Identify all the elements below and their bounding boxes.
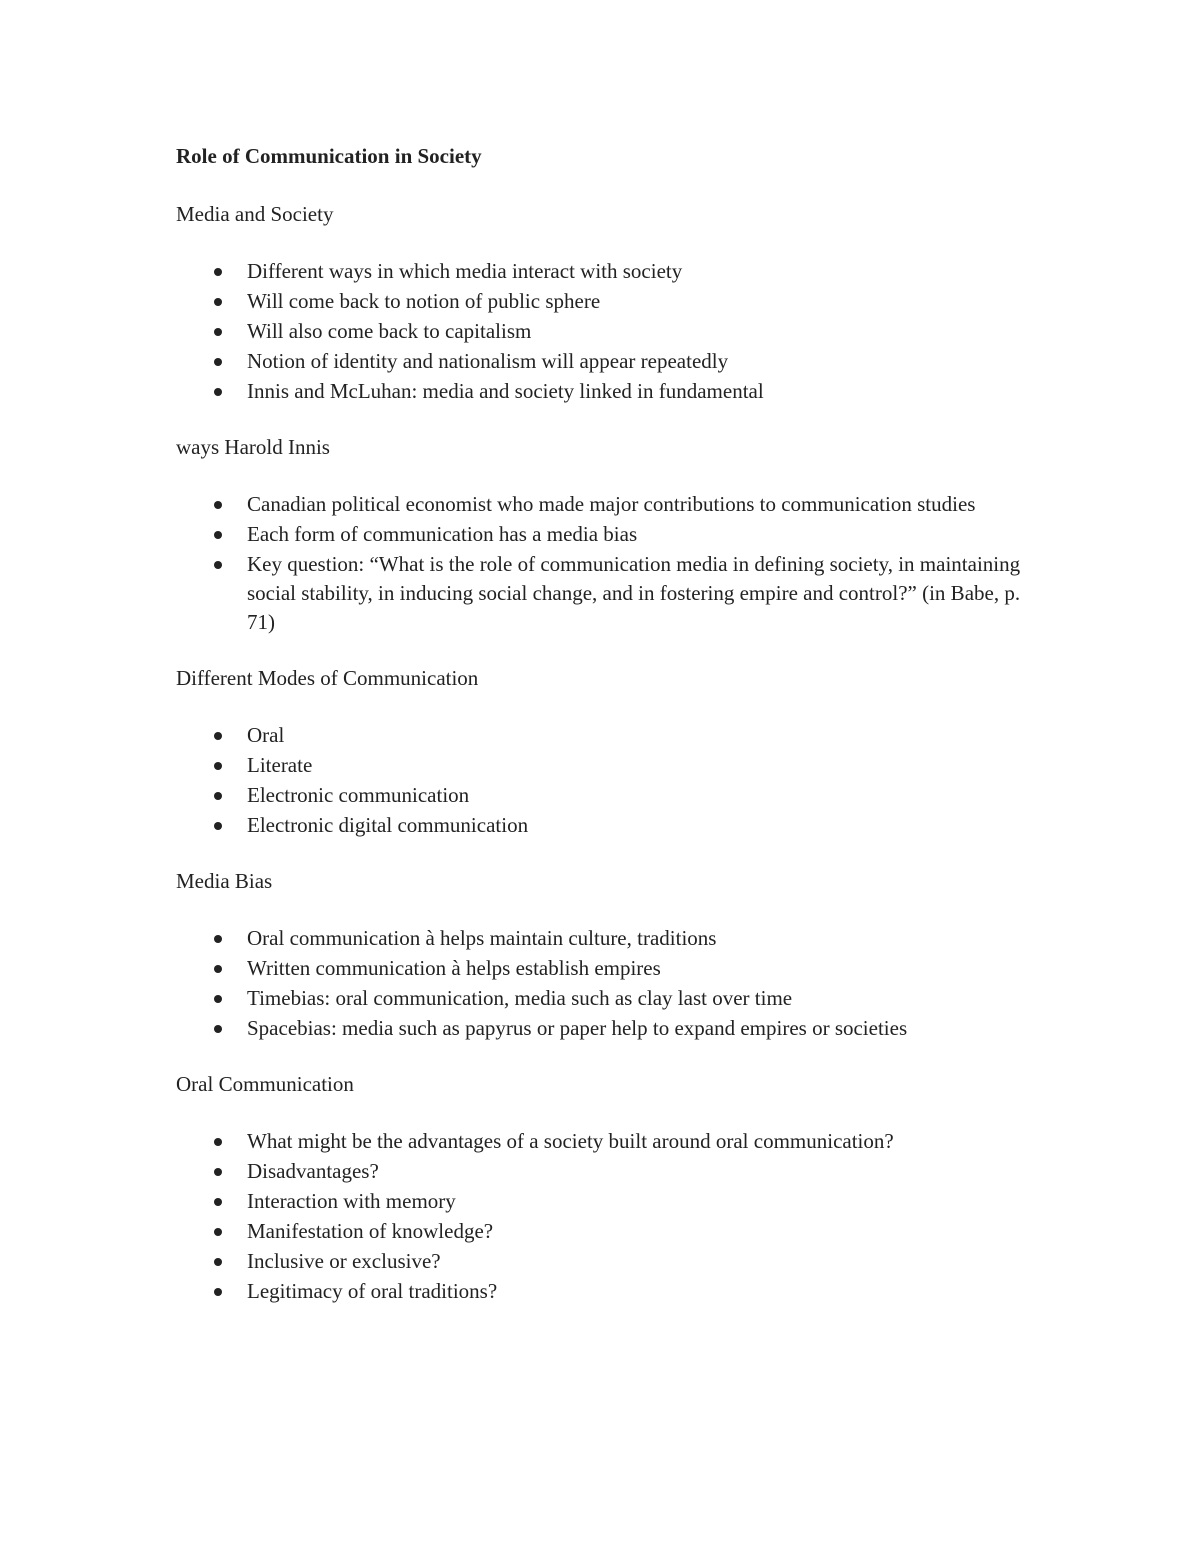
bullet-icon bbox=[214, 822, 222, 830]
bullet-icon bbox=[214, 501, 222, 509]
list-item: Electronic digital communication bbox=[176, 811, 1036, 840]
list-item: Notion of identity and nationalism will appear repeatedly bbox=[176, 347, 1036, 376]
list-item: Innis and McLuhan: media and society linked in fundamental bbox=[176, 377, 1036, 406]
section-heading-harold-innis: ways Harold Innis bbox=[176, 435, 330, 459]
list-item: What might be the advantages of a society built around oral communication? bbox=[176, 1127, 1036, 1156]
bullet-icon bbox=[214, 995, 222, 1003]
bullet-icon bbox=[214, 792, 222, 800]
bullet-icon bbox=[214, 965, 222, 973]
bullet-icon bbox=[214, 268, 222, 276]
bullet-list-modes-of-communication bbox=[176, 721, 1036, 840]
bullet-icon bbox=[214, 762, 222, 770]
list-item: Timebias: oral communication, media such as clay last over time bbox=[176, 984, 1036, 1013]
bullet-icon bbox=[214, 561, 222, 569]
list-item: Inclusive or exclusive? bbox=[176, 1247, 1036, 1276]
bullet-icon bbox=[214, 328, 222, 336]
document-title: Role of Communication in Society bbox=[176, 144, 482, 168]
list-item: Key question: “What is the role of communication media in defining society, in maintaining social stability, in inducing social change, and in fostering empire and control?” (in Babe, p. 71) bbox=[176, 550, 1036, 637]
bullet-icon bbox=[214, 1258, 222, 1266]
bullet-icon bbox=[214, 935, 222, 943]
list-item: Oral communication à helps maintain culture, traditions bbox=[176, 924, 1036, 953]
bullet-icon bbox=[214, 1138, 222, 1146]
section-heading-media-bias: Media Bias bbox=[176, 869, 273, 893]
document-page bbox=[176, 141, 1036, 1332]
list-item: Will come back to notion of public sphere bbox=[176, 287, 1036, 316]
list-item: Spacebias: media such as papyrus or paper help to expand empires or societies bbox=[176, 1014, 1036, 1043]
bullet-icon bbox=[214, 388, 222, 396]
list-item: Legitimacy of oral traditions? bbox=[176, 1277, 1036, 1306]
section-heading-media-and-society: Media and Society bbox=[176, 202, 334, 226]
bullet-list-media-bias bbox=[176, 924, 1036, 1043]
list-item: Written communication à helps establish empires bbox=[176, 954, 1036, 983]
list-item: Will also come back to capitalism bbox=[176, 317, 1036, 346]
bullet-icon bbox=[214, 732, 222, 740]
bullet-icon bbox=[214, 298, 222, 306]
list-item: Each form of communication has a media bias bbox=[176, 520, 1036, 549]
list-item: Different ways in which media interact with society bbox=[176, 257, 1036, 286]
section-heading-oral-communication: Oral Communication bbox=[176, 1072, 354, 1096]
bullet-icon bbox=[214, 1228, 222, 1236]
bullet-icon bbox=[214, 1168, 222, 1176]
bullet-icon bbox=[214, 1198, 222, 1206]
list-item: Oral bbox=[176, 721, 1036, 750]
list-item: Literate bbox=[176, 751, 1036, 780]
bullet-list-harold-innis bbox=[176, 490, 1036, 637]
bullet-icon bbox=[214, 1025, 222, 1033]
list-item: Manifestation of knowledge? bbox=[176, 1217, 1036, 1246]
section-heading-modes-of-communication: Different Modes of Communication bbox=[176, 666, 479, 690]
list-item: Electronic communication bbox=[176, 781, 1036, 810]
bullet-icon bbox=[214, 1288, 222, 1296]
list-item: Disadvantages? bbox=[176, 1157, 1036, 1186]
bullet-icon bbox=[214, 358, 222, 366]
list-item: Canadian political economist who made major contributions to communication studies bbox=[176, 490, 1036, 519]
bullet-list-media-and-society bbox=[176, 257, 1036, 406]
list-item: Interaction with memory bbox=[176, 1187, 1036, 1216]
bullet-icon bbox=[214, 531, 222, 539]
bullet-list-oral-communication bbox=[176, 1127, 1036, 1306]
